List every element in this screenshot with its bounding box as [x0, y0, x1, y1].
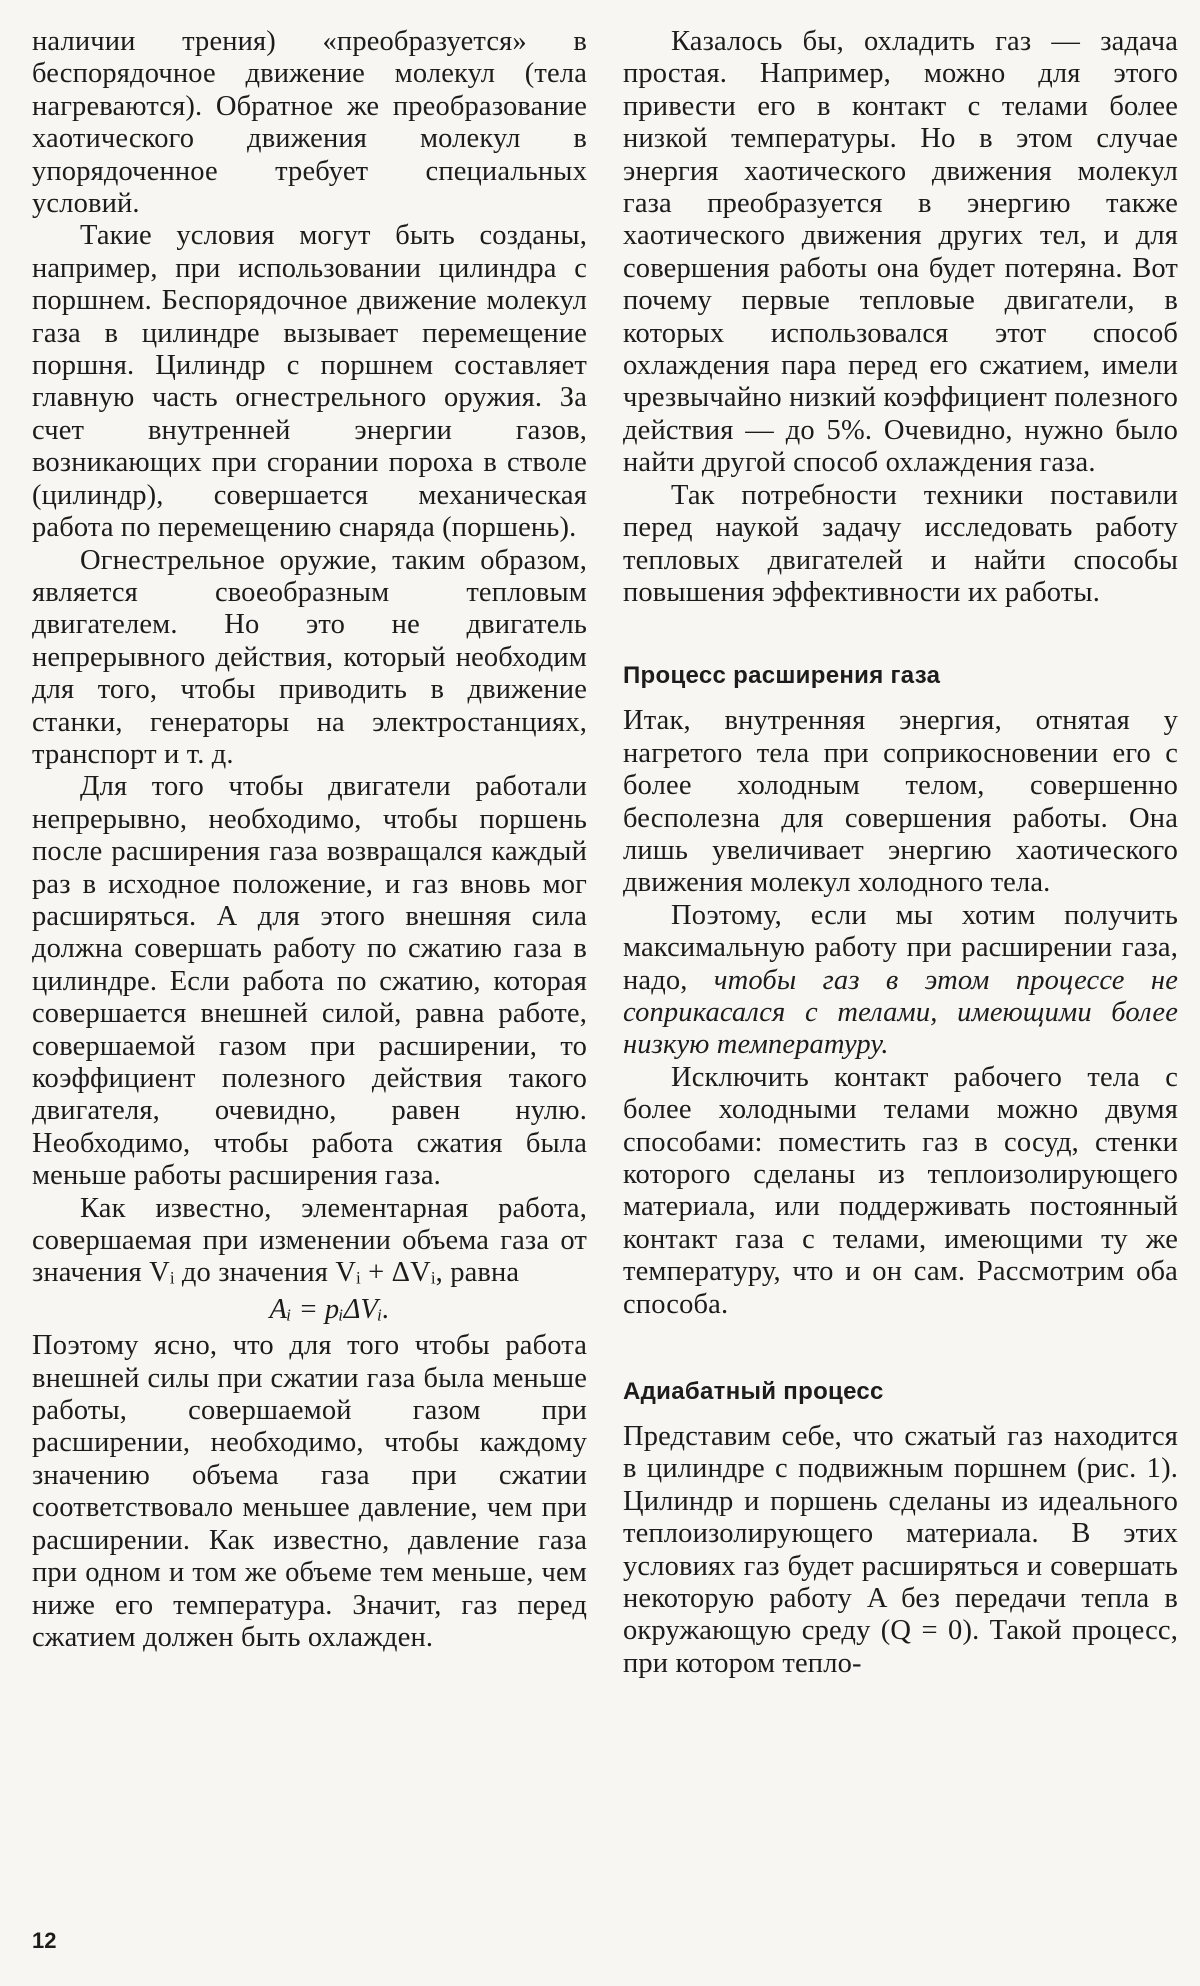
paragraph: Для того чтобы двигатели работали непрерывно, необходимо, чтобы поршень после расширения газа возвращался каждый раз в исходное положение, и газ вновь мог расширяться. А для этого внешняя сила должна совершать работу по сжатию газа в цилиндре. Если работа по сжатию, которая совершается внешней силой, равна работе, совершаемой газом при расширении, то коэффициент полезного действия такого двигателя, очевидно, равен нулю. Необходимо, чтобы работа сжатия была меньше работы расширения газа. [32, 771, 587, 1192]
emphasis-text: чтобы газ в этом процессе не соприкасался с телами, имеющими более низкую температуру. [623, 964, 1179, 1061]
paragraph: Такие условия могут быть созданы, например, при использовании цилиндра с поршнем. Беспорядочное движение молекул газа в цилиндре вызывает перемещение поршня. Цилиндр с поршнем составляет главную часть огнестрельного оружия. За счет внутренней энергии газов, возникающих при сгорании пороха в стволе (цилиндр), совершается механическая работа по перемещению снаряда (поршень). [32, 220, 587, 544]
left-column [32, 26, 587, 1654]
paragraph: Представим себе, что сжатый газ находится в цилиндре с подвижным поршнем (рис. 1). Цилиндр и поршень сделаны из идеального теплоизолирующего материала. В этих условиях газ будет расширяться и совершать некоторую работу A без передачи тепла в окружающую среду (Q = 0). Такой процесс, при котором тепло- [623, 1421, 1178, 1679]
paragraph: Огнестрельное оружие, таким образом, является своеобразным тепловым двигателем. Но это не двигатель непрерывного действия, который необходим для того, чтобы приводить в движение станки, генераторы на электростанциях, транспорт и т. д. [32, 544, 587, 770]
right-column [623, 26, 1178, 1680]
paragraph: Поэтому ясно, что для того чтобы работа внешней силы при сжатии газа была меньше работы, совершаемой газом при расширении, необходимо, чтобы каждому значению объема газа при сжатии соответствовало меньшее давление, чем при расширении. Как известно, давление газа при одном и том же объеме тем меньше, чем ниже его температура. Значит, газ перед сжатием должен быть охлажден. [32, 1330, 587, 1653]
paragraph-text: Поэтому, если мы хотим получить максимальную работу при расширении газа, надо, [623, 899, 1178, 996]
paragraph: наличии трения) «преобразуется» в беспорядочное движение молекул (тела нагреваются). Обратное же преобразование хаотического движения молекул в упорядоченное требует специальных условий. [32, 26, 587, 220]
paragraph: Как известно, элементарная работа, совершаемая при изменении объема газа от значения Vᵢ до значения Vᵢ + ΔVᵢ, равна [32, 1192, 587, 1289]
paragraph: Так потребности техники поставили перед наукой задачу исследовать работу тепловых двигателей и найти способы повышения эффективности их работы. [623, 479, 1178, 608]
paragraph [623, 900, 1178, 1062]
paragraph: Итак, внутренняя энергия, отнятая у нагретого тела при соприкосновении его с более холодным телом, совершенно бесполезна для совершения работы. Она лишь увеличивает энергию хаотического движения молекул холодного тела. [623, 705, 1178, 899]
section-heading-adiabatic: Адиабатный процесс [623, 1378, 884, 1406]
paragraph: Исключить контакт рабочего тела с более холодными телами можно двумя способами: поместить газ в сосуд, стенки которого сделаны из теплоизолирующего материала, или поддерживать постоянный контакт газа с телами, имеющими ту же температуру, что и он сам. Рассмотрим оба способа. [623, 1061, 1178, 1320]
paragraph: Казалось бы, охладить газ — задача простая. Например, можно для этого привести его в контакт с телами более низкой температуры. Но в этом случае энергия хаотического движения молекул газа преобразуется в энергию также хаотического движения других тел, и для совершения работы она будет потеряна. Вот почему первые тепловые двигатели, в которых использовался этот способ охлаждения пара перед его сжатием, имели чрезвычайно низкий коэффициент полезного действия — до 5%. Очевидно, нужно было найти другой способ охлаждения газа. [623, 26, 1178, 479]
page-number: 12 [32, 1928, 57, 1953]
formula-work: Aᵢ = pᵢΔVᵢ. [269, 1293, 390, 1325]
section-heading-gas-expansion: Процесс расширения газа [623, 662, 941, 690]
